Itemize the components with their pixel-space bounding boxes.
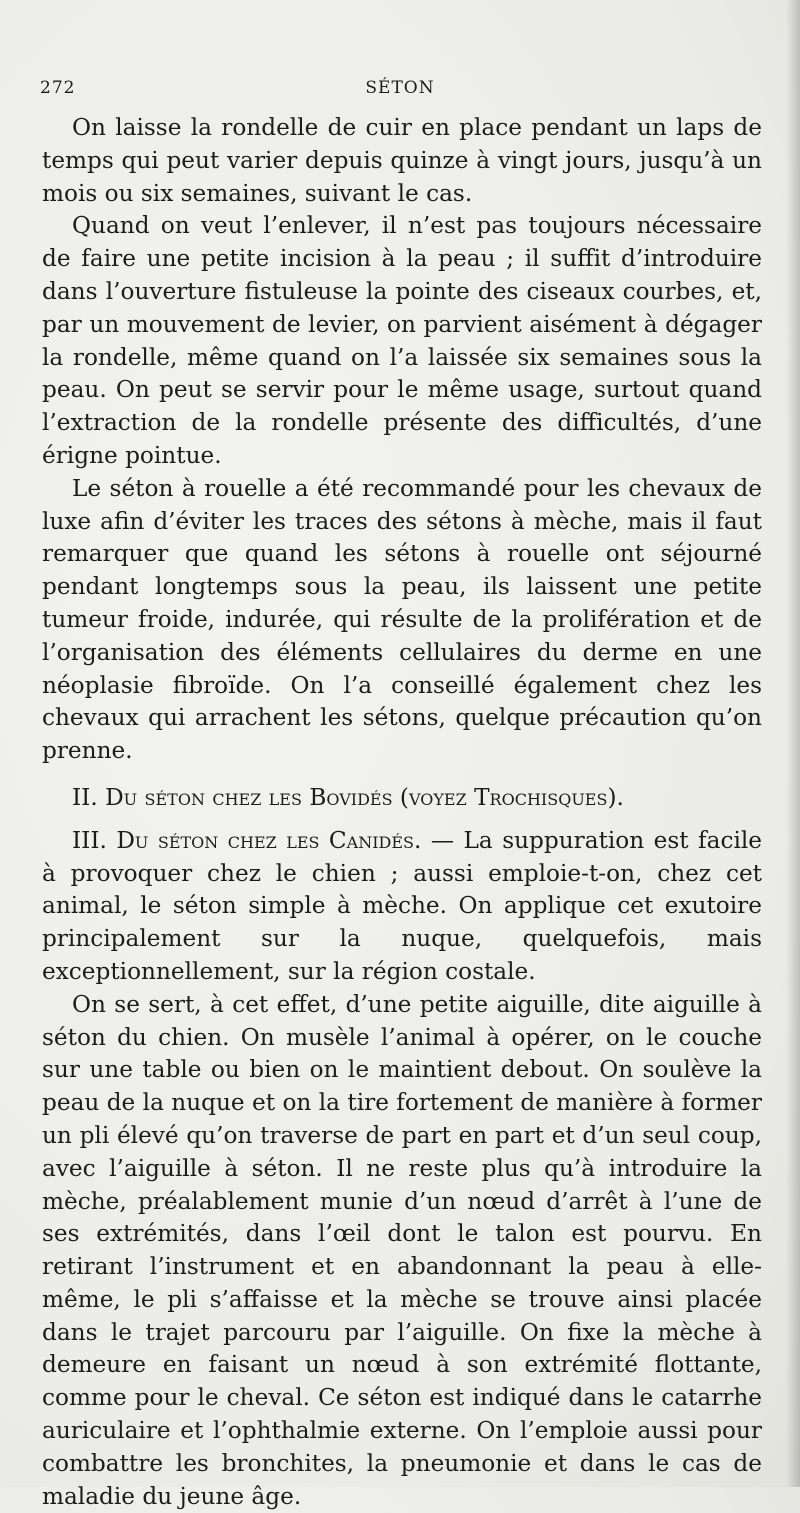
paragraph-3: Le séton à rouelle a été recommandé pour les chevaux de luxe afin d’éviter les traces des sétons à mèche, mais il faut remarquer que quand les sétons à rouelle ont séjourné pendant longtemps sous la peau, ils laissent une petite tumeur froide, indurée, qui résulte de la prolifération et de l’organisation des éléments cellulaires du derme en une néoplasie fibroïde. On l’a conseillé également chez les chevaux qui arrachent les sétons, quelque précaution qu’on prenne.	[42, 474, 762, 765]
running-title: SÉTON	[365, 78, 435, 98]
section-2-number: II.	[72, 783, 98, 811]
page-header	[40, 78, 760, 108]
section-2-heading	[42, 782, 762, 815]
section-2-reference: (voyez Trochisques).	[399, 783, 624, 811]
body-text	[42, 112, 762, 1513]
section-3-text: — La suppuration est facile à provoquer chez le chien ; aussi emploie-t-on, chez cet animal, le séton simple à mèche. On applique cet exutoire principalement sur la nuque, quelquefois, mais exceptionnellement, sur la région costale.	[42, 826, 763, 985]
section-2-title: Du séton chez les Bovidés	[105, 783, 393, 811]
paragraph-1: On laisse la rondelle de cuir en place pendant un laps de temps qui peut varier depuis quinze à vingt jours, jusqu’à un mois ou six semaines, suivant le cas.	[42, 114, 762, 207]
page-edge-shadow	[786, 0, 800, 1487]
paragraph-5: On se sert, à cet effet, d’une petite aiguille, dite aiguille à séton du chien. On musèle l’animal à opérer, on le couche sur une table ou bien on le maintient debout. On soulève la peau de la nuque et on la tire fortement de manière à former un pli élevé qu’on traverse de part en part et d’un seul coup, avec l’aiguille à séton. Il ne reste plus qu’à introduire la mèche, préalablement munie d’un nœud d’arrêt à l’une de ses extrémités, dans l’œil dont le talon est pourvu. En retirant l’instrument et en abandonnant la peau à elle-même, le pli s’affaisse et la mèche se trouve ainsi placée dans le trajet parcouru par l’aiguille. On fixe la mèche à demeure en faisant un nœud à son extrémité flottante, comme pour le cheval. Ce séton est indiqué dans le catarrhe auriculaire et l’ophthalmie externe. On l’emploie aussi pour combattre les bronchites, la pneumonie et dans le cas de maladie du jeune âge.	[42, 990, 762, 1510]
section-3-number: III.	[72, 826, 107, 854]
paragraph-2: Quand on veut l’enlever, il n’est pas toujours nécessaire de faire une petite incision à la peau ; il suffit d’introduire dans l’ouverture fistuleuse la pointe des ciseaux courbes, et, par un mouvement de levier, on parvient aisément à dégager la rondelle, même quand on l’a laissée six semaines sous la peau. On peut se servir pour le même usage, surtout quand l’extraction de la rondelle présente des difficultés, d’une érigne pointue.	[42, 212, 762, 469]
section-3-paragraph	[42, 825, 762, 989]
section-3-title: Du séton chez les Canidés.	[116, 826, 422, 854]
page-number: 272	[40, 78, 76, 98]
